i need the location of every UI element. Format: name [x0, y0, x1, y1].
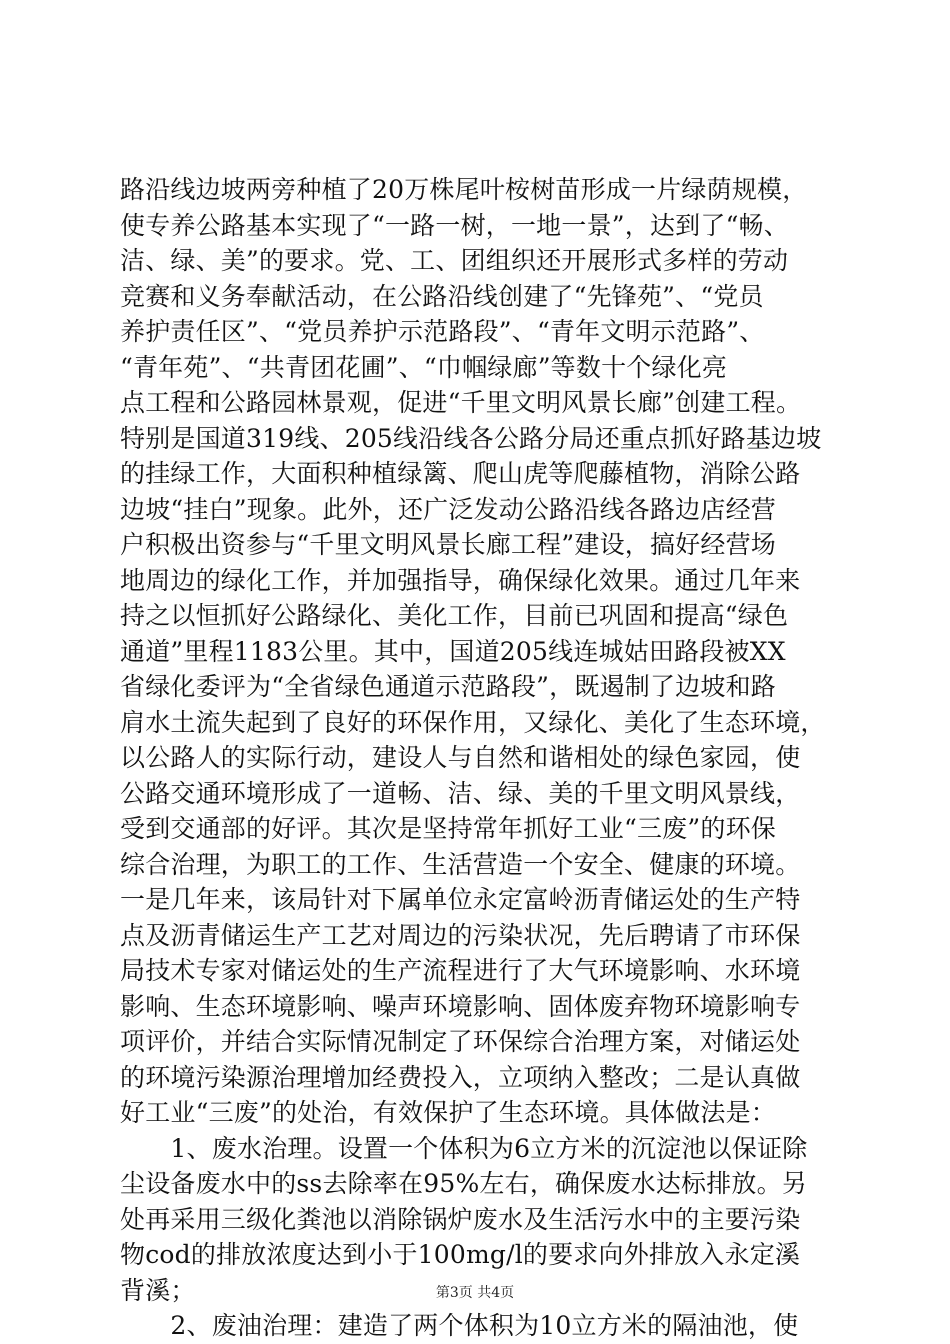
text-line: 省绿化委评为“全省绿色通道示范路段”，既遏制了边坡和路: [120, 672, 776, 701]
text-line: 路沿线边坡两旁种植了20万株尾叶桉树苗形成一片绿荫规模，: [120, 175, 808, 204]
text-line: 处再采用三级化粪池以消除锅炉废水及生活污水中的主要污染: [120, 1204, 801, 1234]
text-line: 影响、生态环境影响、噪声环境影响、固体废弃物环境影响专: [120, 991, 801, 1021]
text-line: 点及沥青储运生产工艺对周边的污染状况，先后聘请了市环保: [120, 920, 801, 950]
text-line: 2、废油治理：建造了两个体积为10立方米的隔油池，使: [120, 1311, 799, 1340]
text-line: 肩水土流失起到了良好的环保作用，又绿化、美化了生态环境，: [120, 707, 826, 737]
text-line: 公路交通环境形成了一道畅、洁、绿、美的千里文明风景线，: [120, 778, 801, 808]
text-line: 好工业“三废”的处治，有效保护了生态环境。具体做法是：: [120, 1098, 776, 1127]
text-line: 尘设备废水中的ss去除率在95%左右，确保废水达标排放。另: [120, 1169, 808, 1198]
text-line: 1、废水治理。设置一个体积为6立方米的沉淀池以保证除: [120, 1133, 808, 1163]
text-line: 受到交通部的好评。其次是坚持常年抓好工业“三废”的环保: [120, 814, 776, 843]
text-line: 户积极出资参与“千里文明风景长廊工程”建设，搞好经营场: [120, 530, 776, 559]
text-line: 局技术专家对储运处的生产流程进行了大气环境影响、水环境: [120, 956, 801, 985]
text-line: 物cod的排放浓度达到小于100mg/l的要求向外排放入永定溪: [120, 1240, 801, 1269]
text-line: 的挂绿工作，大面积种植绿篱、爬山虎等爬藤植物，消除公路: [120, 459, 801, 488]
text-line: 边坡“挂白”现象。此外，还广泛发动公路沿线各路边店经营: [120, 494, 776, 524]
text-line: 特别是国道319线、205线沿线各公路分局还重点抓好路基边坡: [120, 423, 822, 453]
text-line: 使专养公路基本实现了“一路一树，一地一景”，达到了“畅、: [120, 210, 789, 240]
text-line: 项评价，并结合实际情况制定了环保综合治理方案，对储运处: [120, 1027, 801, 1056]
text-line: 综合治理，为职工的工作、生活营造一个安全、健康的环境。: [120, 849, 801, 879]
text-line: 地周边的绿化工作，并加强指导，确保绿化效果。通过几年来: [120, 565, 801, 595]
text-line: 一是几年来，该局针对下属单位永定富岭沥青储运处的生产特: [120, 885, 801, 914]
text-line: 背溪；: [120, 1275, 196, 1305]
text-line: 持之以恒抓好公路绿化、美化工作，目前已巩固和提高“绿色: [120, 601, 789, 630]
text-line: 竞赛和义务奉献活动，在公路沿线创建了“先锋苑”、“党员: [120, 281, 764, 311]
text-line: “青年苑”、“共青团花圃”、“巾帼绿廊”等数十个绿化亮: [120, 352, 728, 382]
text-line: 养护责任区”、“党员养护示范路段”、“青年文明示范路”、: [120, 317, 765, 346]
text-line: 以公路人的实际行动，建设人与自然和谐相处的绿色家园，使: [120, 743, 801, 772]
text-line: 通道”里程1183公里。其中，国道205线连城姑田路段被XX: [120, 636, 786, 666]
text-line: 洁、绿、美”的要求。党、工、团组织还开展形式多样的劳动: [120, 246, 789, 275]
text-line: 点工程和公路园林景观，促进“千里文明风景长廊”创建工程。: [120, 388, 802, 417]
page-footer: 第3页 共4页: [435, 1285, 515, 1301]
document-body: [120, 172, 860, 1344]
text-line: 的环境污染源治理增加经费投入，立项纳入整改；二是认真做: [120, 1062, 801, 1092]
